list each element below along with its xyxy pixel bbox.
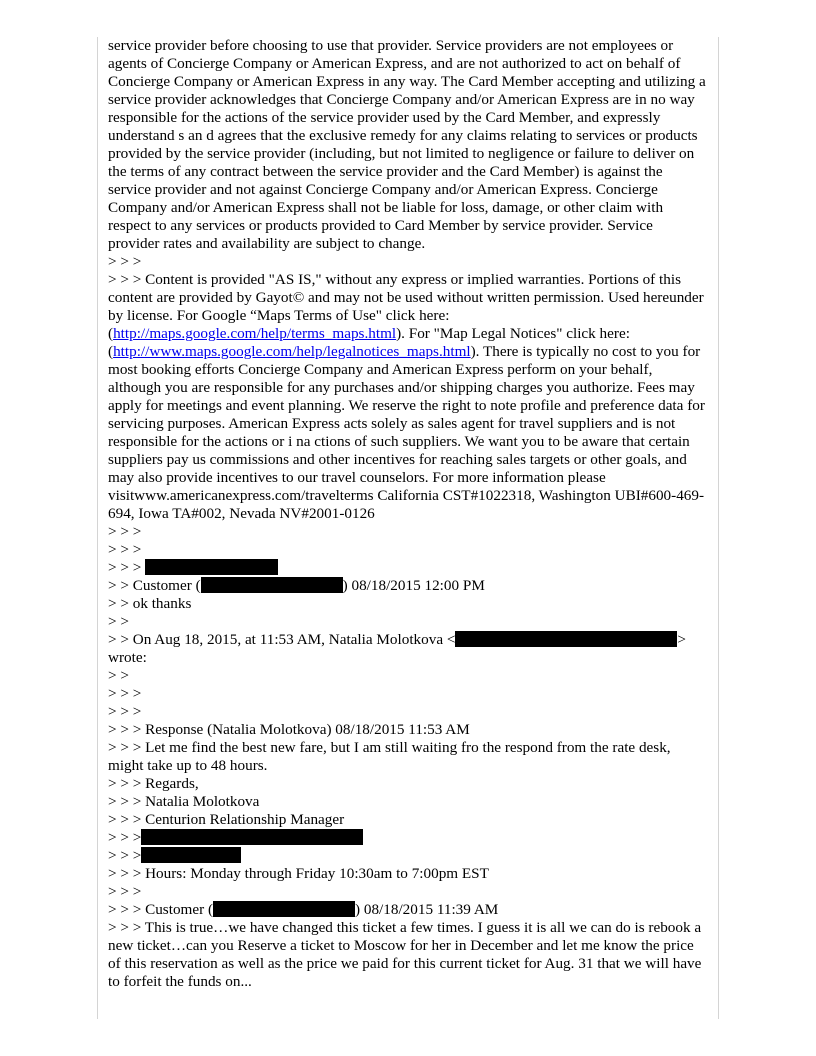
redacted-line: > > > bbox=[108, 847, 708, 865]
maps-terms-link[interactable]: http://maps.google.com/help/terms_maps.html bbox=[113, 325, 397, 342]
quote-marker: > > > bbox=[108, 253, 142, 270]
response-header: > > > Response (Natalia Molotkova) 08/18/2015 11:53 AM bbox=[108, 721, 470, 738]
redaction-block bbox=[213, 901, 355, 917]
email-body bbox=[108, 37, 708, 991]
hours-line: > > > Hours: Monday through Friday 10:30am to 7:00pm EST bbox=[108, 865, 489, 882]
service-provider-disclaimer: service provider before choosing to use that provider. Service providers are not employees or agents of Concierge Company or American Express, and are not authorized to act on behalf of Concierge Company or American Express in any way. The Card Member accepting and utilizing a service provider acknowledges that Concierge Company and/or American Express are in no way responsible for the actions of the service provider used by the Card Member, and expressly understand s an d agrees that the exclusive remedy for any claims relating to services or products provided by the service provider (including, but not limited to negligence or failure to deliver on the terms of any contract between the service provider and the Card Member) is against the service provider and not against Concierge Company and/or American Express. Concierge Company and/or American Express shall not be liable for loss, damage, or other claim with respect to any services or products provided to Card Member by service provider. Service provider rates and availability are subject to change. bbox=[108, 37, 706, 252]
response-body: > > > Let me find the best new fare, but I am still waiting fro the respond from the rate desk, might take up to 48 hours. bbox=[108, 739, 671, 774]
customer-message-header: > > Customer ( ) 08/18/2015 12:00 PM bbox=[108, 577, 485, 594]
quote-marker: > > > bbox=[108, 523, 142, 540]
redaction-block bbox=[201, 577, 343, 593]
maps-legal-notices-link[interactable]: http://www.maps.google.com/help/legalnotices_maps.html bbox=[113, 343, 471, 360]
quote-marker: > > > bbox=[108, 703, 142, 720]
redacted-line: > > > bbox=[108, 559, 708, 577]
redacted-line: > > > bbox=[108, 829, 708, 847]
quote-marker: > > bbox=[108, 667, 129, 684]
wrote-line: > > On Aug 18, 2015, at 11:53 AM, Natalia Molotkova < > wrote: bbox=[108, 631, 686, 666]
content-disclaimer: > > > Content is provided "AS IS," without any express or implied warranties. Portions of this content are provided by Gayot© and may not be used without written permission. Used hereunder by license. For Google “Maps Terms of Use" click here: (http://maps.google.com/help/terms_maps.html). For "Map Legal Notices" click here: (http://www.maps.google.com/help/legalnotices_maps.html). There is typically no cost to you for most booking efforts Concierge Company and American Express perform on your behalf, although you are responsible for any purchases and/or shipping charges you authorize. Fees may apply for meetings and event planning. We reserve the right to note profile and preference data for servicing purposes. American Express acts solely as sales agent for travel suppliers and is not responsible for the actions or i na ctions of such suppliers. We want you to be aware that certain suppliers pay us commissions and other incentives for reaching sales targets or other goals, and may also provide incentives to our travel counselors. For more information please visitwww.americanexpress.com/travelterms California CST#1022318, Washington UBI#600-469-694, Iowa TA#002, Nevada NV#2001-0126 bbox=[108, 271, 705, 522]
signature-title: > > > Centurion Relationship Manager bbox=[108, 811, 345, 828]
redaction-block bbox=[141, 847, 241, 863]
quote-marker: > > > bbox=[108, 685, 142, 702]
quote-marker: > > > bbox=[108, 541, 142, 558]
ok-thanks-line: > > ok thanks bbox=[108, 595, 192, 612]
quote-marker: > > bbox=[108, 613, 129, 630]
redaction-block bbox=[455, 631, 677, 647]
regards-line: > > > Regards, bbox=[108, 775, 199, 792]
customer-message-body: > > > This is true…we have changed this ticket a few times. I guess it is all we can do is rebook a new ticket…can you Reserve a ticket to Moscow for her in December and let me know the price of this reservation as well as the price we paid for this current ticket for Aug. 31 that we will have to forfeit the funds on... bbox=[108, 919, 702, 990]
quote-marker: > > > bbox=[108, 883, 142, 900]
customer-message-header: > > > Customer ( ) 08/18/2015 11:39 AM bbox=[108, 901, 499, 918]
redaction-block bbox=[145, 559, 278, 575]
signature-name: > > > Natalia Molotkova bbox=[108, 793, 260, 810]
redaction-block bbox=[141, 829, 363, 845]
